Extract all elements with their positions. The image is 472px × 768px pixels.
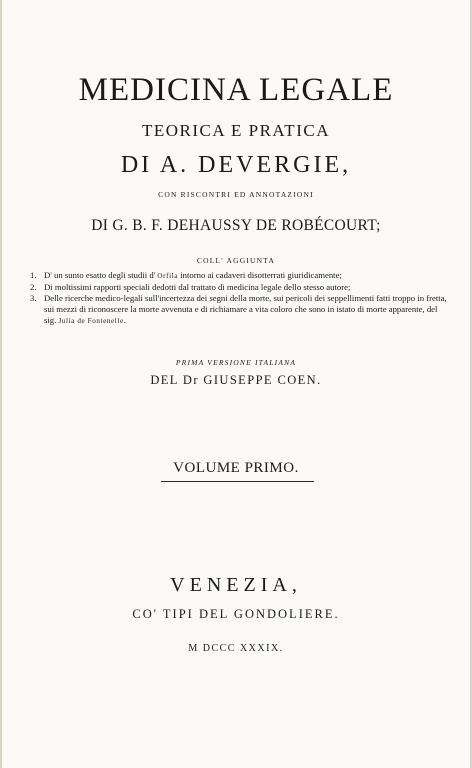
addition-item xyxy=(30,282,450,293)
book-title: MEDICINA LEGALE xyxy=(78,72,394,108)
addition-text: Delle ricerche medico-legali sull'incertezza dei segni della morte, sui pericoli dei seppellimenti fatti troppo in fretta, sui mezzi di riconoscere la morte avvenuta e di richiamare a vita coloro che sono in istato di morte apparente, del sig. xyxy=(44,293,447,325)
book-subtitle: TEORICA E PRATICA xyxy=(142,121,330,140)
addition-text: D' un sunto esatto degli studii d' xyxy=(44,270,158,280)
additions-heading: COLL' AGGIUNTA xyxy=(196,256,276,265)
author-line: DI A. DEVERGIE, xyxy=(120,152,352,178)
addition-text-end: intorno ai cadaveri disotterrati giuridicamente; xyxy=(178,270,342,280)
addition-number: 3. xyxy=(30,293,37,303)
translation-note: PRIMA VERSIONE ITALIANA xyxy=(175,358,297,367)
addition-author-name: Julia de Fontenelle xyxy=(58,317,124,325)
imprint-printer: CO' TIPI DEL GONDOLIERE. xyxy=(132,607,340,621)
volume-rule xyxy=(161,481,314,482)
addition-item xyxy=(30,293,450,327)
addition-text: Di moltissimi rapporti speciali dedotti dal trattato di medicina legale dello stesso autore; xyxy=(44,282,351,292)
imprint-city: VENEZIA, xyxy=(170,574,302,596)
volume-label: VOLUME PRIMO. xyxy=(173,460,299,476)
addition-number: 2. xyxy=(30,282,37,292)
translator-name: DEL Dr GIUSEPPE COEN. xyxy=(150,373,322,387)
addition-number: 1. xyxy=(30,270,37,280)
annotator-line: DI G. B. F. DEHAUSSY DE ROBÉCOURT; xyxy=(91,217,381,234)
addition-text-end: . xyxy=(123,315,126,325)
annotations-line: CON RISCONTRI ED ANNOTAZIONI xyxy=(158,190,314,199)
addition-item xyxy=(30,270,450,282)
imprint-year: M DCCC XXXIX. xyxy=(188,643,284,654)
addition-author-name: Orfila xyxy=(157,272,179,280)
additions-list xyxy=(30,270,450,327)
